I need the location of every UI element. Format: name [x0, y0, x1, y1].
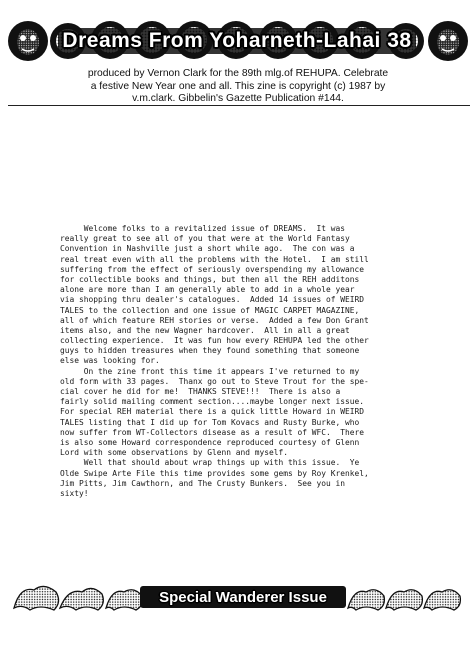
credits-line: v.m.clark. Gibbelin's Gazette Publication #144.	[132, 93, 344, 104]
text-line: Olde Swipe Arte File this time provides some gems by Roy Krenkel,	[60, 468, 369, 478]
text-line: For special REH material there is a quick little Howard in WEIRD	[60, 407, 365, 417]
text-line: collecting experience. It was fun how every REHUPA led the other	[60, 336, 369, 346]
text-line: guys to hidden treasures when they found something that someone	[60, 346, 360, 356]
text-line: Lord with some observations by Glenn and myself.	[60, 448, 289, 458]
text-line: Jim Pitts, Jim Cawthorn, and The Crusty Bunkers. See you in	[60, 478, 346, 488]
winged-creature-icon	[386, 590, 422, 610]
text-line: On the zine front this time it appears I've returned to my	[60, 366, 360, 376]
text-line: sixty!	[60, 488, 89, 498]
text-line: via shopping thru dealer's catalogues. Added 14 issues of WEIRD	[60, 295, 365, 305]
masthead-title: Dreams From Yoharneth-Lahai 38	[62, 29, 412, 52]
header-divider	[8, 105, 470, 106]
winged-creature-icon	[348, 590, 384, 610]
text-line: Convention in Nashville just a short while ago. The con was a	[60, 244, 355, 254]
text-line: fairly solid mailing comment section....maybe longer next issue.	[60, 397, 365, 407]
text-line: old form with 33 pages. Thanx go out to Steve Trout for the spe-	[60, 376, 369, 386]
text-line: now suffer from WT-Collectors disease as a result of WFC. There	[60, 427, 365, 437]
text-line: TALES to the collection and one issue of MAGIC CARPET MAGAZINE,	[60, 305, 360, 315]
winged-creature-icon	[424, 590, 460, 610]
text-line: for collectible books and things, but then all the REH additons	[60, 274, 360, 284]
text-line: Well that should about wrap things up with this issue. Ye	[60, 458, 360, 468]
winged-creature-icon	[106, 590, 142, 610]
text-line: else was looking for.	[60, 356, 160, 366]
winged-creature-icon	[60, 588, 103, 610]
credits-block	[60, 68, 416, 106]
skull-face-icon	[428, 21, 468, 61]
text-line: items also, and the new Wagner hardcover. All in all a great	[60, 325, 350, 335]
text-line: Welcome folks to a revitalized issue of DREAMS. It was	[60, 224, 346, 233]
winged-creature-icon	[14, 586, 59, 610]
editorial-text	[60, 224, 420, 499]
credits-line: produced by Vernon Clark for the 89th mlg.of REHUPA. Celebrate	[87, 68, 389, 79]
text-line: cial cover he did for me! THANKS STEVE!!! There is also a	[60, 387, 341, 396]
text-line: alone are more than I am generally able to add in a whole year	[60, 285, 355, 295]
skull-face-icon	[8, 21, 48, 61]
credits-line: a festive New Year one and all. This zine is copyright (c) 1987 by	[90, 80, 386, 92]
text-line: all of which feature REH stories or verse. Added a few Don Grant	[60, 315, 369, 325]
footer-border	[10, 580, 466, 614]
text-line: real treat even with all the problems with the Hotel. I am still	[60, 254, 369, 264]
text-line: TALES listing that I did up for Tom Kovacs and Rusty Burke, who	[60, 417, 360, 427]
footer-banner: Special Wanderer Issue	[159, 588, 327, 606]
masthead	[6, 18, 470, 64]
text-line: really great to see all of you that were at the World Fantasy	[60, 234, 350, 244]
text-line: suffering from the effect of seriously overspending my allowance	[60, 264, 365, 274]
text-line: is also some Howard correspondence reproduced courtesy of Glenn	[60, 437, 360, 447]
